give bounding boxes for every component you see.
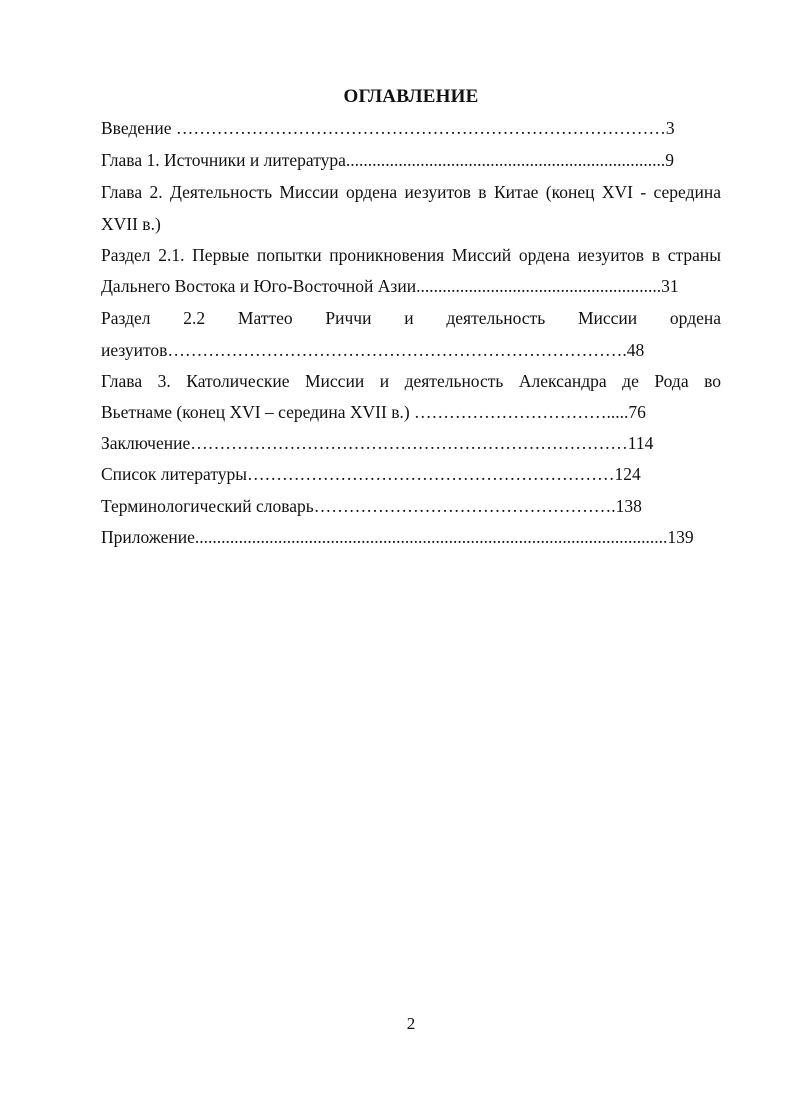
- toc-entry-section-2-2-line-2: иезуитов…………………………………………………………………….48: [101, 340, 645, 360]
- toc-entry-conclusion: Заключение…………………………………………………………………114: [101, 433, 654, 453]
- page-number: 2: [406, 1014, 416, 1033]
- toc-entry-glossary: Терминологический словарь…………………………………………….138: [101, 496, 642, 516]
- toc-entry-chapter-2-line-2: XVII в.): [101, 214, 161, 234]
- toc-title: ОГЛАВЛЕНИЕ: [343, 86, 479, 107]
- toc-entry-section-2-2-line-1: Раздел 2.2 Маттео Риччи и деятельность Миссии ордена: [101, 308, 721, 328]
- toc-entry-section-2-1-line-2: Дальнего Востока и Юго-Восточной Азии........................................................31: [101, 276, 679, 296]
- toc-entry-section-2-1-line-1: Раздел 2.1. Первые попытки проникновения Миссий ордена иезуитов в страны: [101, 245, 721, 265]
- toc-entry-chapter-1: Глава 1. Источники и литература.........................................................................9: [101, 150, 674, 170]
- toc-entry-appendix: Приложение............................................................................................................139: [101, 527, 694, 547]
- toc-entry-chapter-3-line-1: Глава 3. Католические Миссии и деятельность Александра де Рода во: [101, 371, 721, 391]
- toc-entry-bibliography: Список литературы………………………………………………………124: [101, 464, 641, 484]
- toc-entry-chapter-2-line-1: Глава 2. Деятельность Миссии ордена иезуитов в Китае (конец XVI - середина: [101, 182, 721, 202]
- toc-entry-chapter-3-line-2: Вьетнаме (конец XVI – середина XVII в.) …………………………….....76: [101, 402, 646, 422]
- toc-entry-introduction: Введение …………………………………………………………………………3: [101, 118, 675, 138]
